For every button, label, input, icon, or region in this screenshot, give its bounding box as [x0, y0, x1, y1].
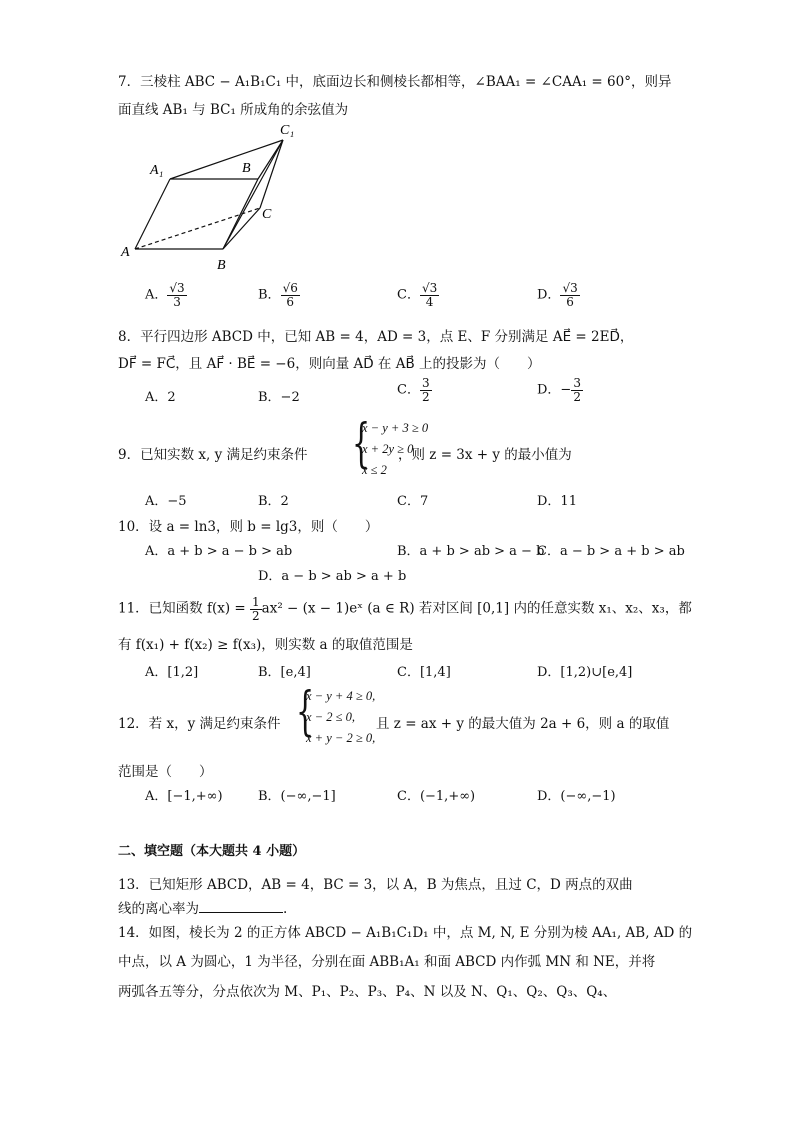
q11-option-b: B．[e,4]	[258, 665, 311, 680]
label-c1: C₁	[280, 123, 295, 138]
prism-figure	[115, 118, 305, 278]
section-title: 二、填空题（本大题共 4 小题）	[118, 844, 306, 859]
option-label: A．	[145, 287, 168, 303]
q7-option-d: D． $\frac{√3}{6}$	[537, 281, 578, 309]
q12-option-c: C．(−1,+∞)	[397, 789, 476, 804]
q8-option-a: A．2	[145, 390, 176, 405]
answer-blank	[199, 900, 283, 913]
q8-option-c: C． $\frac{3}{2}$	[397, 376, 430, 404]
q9-brace: {	[352, 414, 371, 474]
q11-option-d: D．[1,2)∪[e,4]	[537, 665, 633, 680]
q11-stem-line1: 11．已知函数 f(x) = $\frac{1}{2}$ ax² − (x − 1)eˣ (a ∈ R) 若对区间 [0,1] 内的任意实数 x₁、x₂、x₃，都	[118, 595, 692, 623]
q12-option-d: D．(−∞,−1)	[537, 789, 616, 804]
option-label: C．	[397, 287, 420, 303]
q8-stem-line2: DF⃗ = FC⃗，且 AF⃗ · BE⃗ = −6，则向量 AD⃗ 在 AB⃗ 上的投影为（ ）	[118, 356, 541, 372]
q7-option-c: C． $\frac{√3}{4}$	[397, 281, 438, 309]
q9-option-c: C．7	[397, 494, 429, 509]
q8-stem-line1: 8．平行四边形 ABCD 中，已知 AB = 4，AD = 3，点 E、F 分别满足 AE⃗ = 2ED⃗，	[118, 329, 634, 345]
q9-option-a: A．−5	[145, 494, 187, 509]
label-b: B	[217, 258, 226, 273]
q10-option-a: A．a + b > a − b > ab	[145, 544, 293, 559]
q9-option-d: D．11	[537, 494, 577, 509]
q10-stem: 10．设 a = ln3，则 b = lg3，则（ ）	[118, 519, 379, 535]
q14-stem-line3: 两弧各五等分，分点依次为 M、P₁、P₂、P₃、P₄、N 以及 N、Q₁、Q₂、Q₃、Q₄、	[118, 984, 617, 1000]
label-c: C	[262, 207, 272, 222]
q9-stem-pre: 9．已知实数 x, y 满足约束条件	[118, 447, 308, 463]
q11-option-c: C．[1,4]	[397, 665, 451, 680]
q12-brace: {	[296, 682, 315, 742]
q12-option-b: B．(−∞,−1]	[258, 789, 336, 804]
q13-stem-line1: 13．已知矩形 ABCD，AB = 4，BC = 3，以 A，B 为焦点，且过 C，D 两点的双曲	[118, 877, 633, 893]
q12-constraints: x − y + 4 ≥ 0, x − 2 ≤ 0, x + y − 2 ≥ 0,	[306, 689, 376, 745]
label-b1: B	[242, 161, 251, 176]
q8-option-d: D．− $\frac{3}{2}$	[537, 376, 581, 404]
q9-stem-post: ，则 z = 3x + y 的最小值为	[398, 447, 572, 463]
q10-option-d: D．a − b > ab > a + b	[258, 569, 407, 584]
q7-option-a: A． $\frac{√3}{3}$	[145, 281, 185, 309]
q9-constraints: x − y + 3 ≥ 0 x + 2y ≥ 0 x ≤ 2	[362, 421, 429, 477]
q7-stem-line1: 7．三棱柱 ABC − A₁B₁C₁ 中，底面边长和侧棱长都相等，∠BAA₁ = ∠CAA₁ = 60°，则异	[118, 74, 672, 90]
label-a1: A₁	[150, 163, 164, 178]
q10-option-b: B．a + b > ab > a − b	[397, 544, 545, 559]
q12-stem-post: 且 z = ax + y 的最大值为 2a + 6，则 a 的取值	[376, 716, 670, 732]
q7-stem-line2: 面直线 AB₁ 与 BC₁ 所成角的余弦值为	[118, 102, 349, 118]
q12-option-a: A．[−1,+∞)	[145, 789, 223, 804]
q12-stem-pre: 12．若 x，y 满足约束条件	[118, 716, 281, 732]
q14-stem-line2: 中点，以 A 为圆心，1 为半径，分别在面 ABB₁A₁ 和面 ABCD 内作弧 MN 和 NE，并将	[118, 954, 656, 970]
q11-stem-line2: 有 f(x₁) + f(x₂) ≥ f(x₃)，则实数 a 的取值范围是	[118, 637, 413, 653]
q9-option-b: B．2	[258, 494, 289, 509]
q7-option-b: B． $\frac{√6}{6}$	[258, 281, 298, 309]
q11-option-a: A．[1,2]	[145, 665, 199, 680]
q10-option-c: C．a − b > a + b > ab	[537, 544, 685, 559]
q13-stem-line2: 线的离心率为 .	[118, 901, 288, 917]
option-label: B．	[258, 287, 281, 303]
label-a: A	[121, 245, 130, 260]
q12-stem-line2: 范围是（ ）	[118, 764, 213, 780]
q8-option-b: B．−2	[258, 390, 300, 405]
option-label: D．	[537, 287, 561, 303]
q14-stem-line1: 14．如图，棱长为 2 的正方体 ABCD − A₁B₁C₁D₁ 中，点 M, N, E 分别为棱 AA₁, AB, AD 的	[118, 925, 693, 941]
